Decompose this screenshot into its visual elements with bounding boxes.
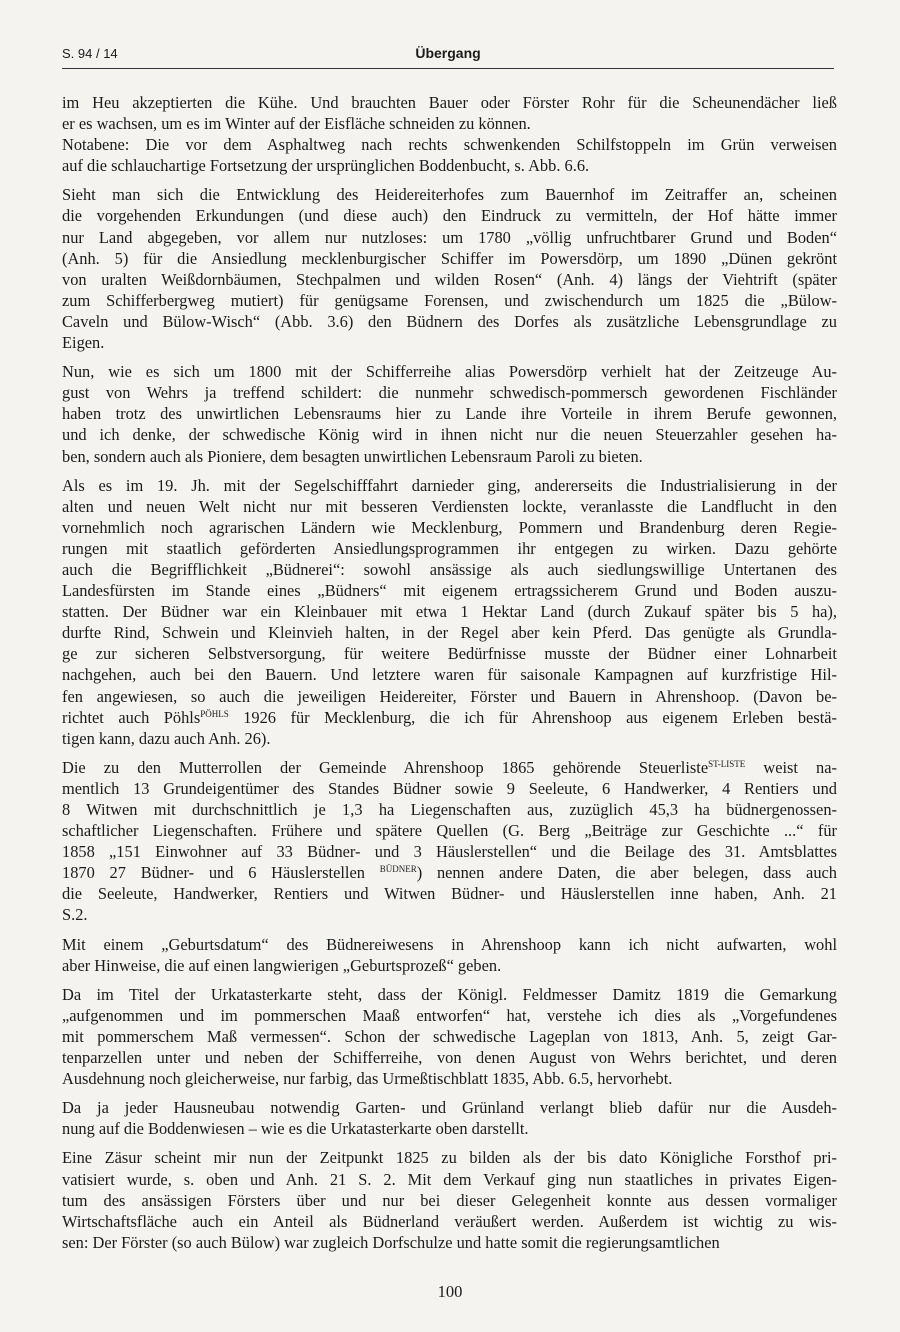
text-line: alten und neuen Welt nicht nur mit besseren Verdiensten lockte, veranlasste die Landflucht in den bbox=[62, 496, 837, 516]
text-line: Die zu den Mutterrollen der Gemeinde Ahrenshoop 1865 gehörende Steuerliste$^{ST-LISTE}$ weist na- bbox=[62, 757, 837, 777]
text-line: 1870 27 Büdner- und 6 Häuslerstellen $^{BÜDNER}$) nennen andere Daten, die aber belegen, dass auch bbox=[62, 863, 838, 883]
text-line: „aufgenommen und im pommerschen Maaß entworfen“ hat, verstehe ich dies als „Vorgefundenes bbox=[62, 1005, 837, 1025]
paragraph bbox=[62, 1097, 837, 1139]
text-line: ben, sondern auch als Pioniere, dem besagten unwirtlichen Lebensraum Paroli zu bieten. bbox=[62, 446, 643, 466]
body-text bbox=[62, 92, 837, 1253]
text-line: mit pommerschem Maß vermessen“. Schon der schwedische Lageplan von 1813, Anh. 5, zeigt Gar- bbox=[62, 1026, 837, 1046]
text-line: haben trotz des unwirtlichen Lebensraums hier zu Lande ihre Vorteile in ihrem Berufe gewonnen, bbox=[62, 404, 837, 424]
paragraph bbox=[62, 134, 837, 176]
text-line: Eigen. bbox=[62, 333, 105, 353]
text-line: Als es im 19. Jh. mit der Segelschifffahrt darnieder ging, andererseits die Industrialisierung in der bbox=[62, 475, 837, 495]
citation-marker: PÖHLS bbox=[200, 708, 229, 719]
text-line: Da im Titel der Urkatasterkarte steht, dass der Königl. Feldmesser Damitz 1819 die Gemarkung bbox=[62, 984, 837, 1004]
text-line: er es wachsen, um es im Winter auf der Eisfläche schneiden zu können. bbox=[62, 114, 531, 134]
text-line: im Heu akzeptierten die Kühe. Und brauchten Bauer oder Förster Rohr für die Scheunendächer ließ bbox=[62, 93, 837, 112]
text-line: rungen mit staatlich geförderten Ansiedlungsprogrammen ihr entgegen zu wirken. Dazu gehörte bbox=[62, 538, 837, 558]
text-line: Caveln und Bülow-Wisch“ (Abb. 3.6) den Büdnern des Dorfes als zusätzliche Lebensgrundlage zu bbox=[62, 311, 837, 331]
running-header bbox=[62, 44, 834, 69]
text-line: Da ja jeder Hausneubau notwendig Garten- und Grünland verlangt blieb dafür nur die Ausdeh- bbox=[62, 1098, 837, 1118]
header-reference: S. 94 / 14 bbox=[62, 46, 118, 61]
text-line: schaftlicher Liegenschaften. Frühere und spätere Quellen (G. Berg „Beiträge zur Geschichte ...“ für bbox=[62, 821, 837, 841]
text-line: Sieht man sich die Entwicklung des Heidereiterhofes zum Bauernhof im Zeitraffer an, scheinen bbox=[62, 185, 837, 205]
paragraph bbox=[62, 361, 837, 466]
header-title: Übergang bbox=[415, 45, 481, 61]
citation-marker: ST-LISTE bbox=[708, 758, 746, 769]
text-line: nung auf die Boddenwiesen – wie es die Urkatasterkarte oben darstellt. bbox=[62, 1119, 529, 1139]
text-line: durfte Rind, Schwein und Kleinvieh halten, in der Regel aber kein Pferd. Das genügte als Grundla- bbox=[62, 623, 837, 643]
text-line: vornehmlich noch agrarischen Ländern wie Mecklenburg, Pommern und Brandenburg deren Regie- bbox=[62, 517, 837, 537]
text-line: Ausdehnung noch gleicherweise, nur farbig, das Urmeßtischblatt 1835, Abb. 6.5, hervorhebt. bbox=[62, 1069, 673, 1089]
paragraph bbox=[62, 1147, 837, 1252]
page-number: 100 bbox=[437, 1282, 463, 1301]
text-line: richtet auch Pöhls$^{PÖHLS}$ 1926 für Mecklenburg, die ich für Ahrenshoop aus eigenem Erleben bestä- bbox=[62, 707, 837, 727]
text-line: vatisiert wurde, s. oben und Anh. 21 S. 2. Mit dem Verkauf ging nun staatliches in privates Eigen- bbox=[62, 1169, 837, 1189]
paragraph bbox=[62, 475, 837, 749]
text-line: nachgehen, auch bei den Bauern. Und letztere waren für saisonale Kampagnen auf kurzfristige Hil- bbox=[62, 665, 837, 685]
text-line: 8 Witwen mit durchschnittlich je 1,3 ha Liegenschaften aus, zuzüglich 45,3 ha büdnergenossen- bbox=[62, 800, 837, 819]
text-line: gust von Wehrs ja treffend schildert: die nunmehr schwedisch-pommersch gewordenen Fischländer bbox=[62, 383, 837, 403]
text-line: und ich denke, der schwedische König wird in ihnen nicht nur die neuen Steuerzahler gesehen ha- bbox=[62, 425, 837, 445]
text-line: Mit einem „Geburtsdatum“ des Büdnereiwesens in Ahrenshoop kann ich nicht aufwarten, wohl bbox=[62, 934, 837, 954]
text-line: sen: Der Förster (so auch Bülow) war zugleich Dorfschulze und hatte somit die regierungsamtlichen bbox=[62, 1232, 720, 1252]
text-line: tenparzellen unter und neben der Schifferreihe, von denen August von Wehrs berichtet, und deren bbox=[62, 1048, 837, 1068]
paragraph bbox=[62, 984, 837, 1089]
paragraph bbox=[62, 92, 837, 134]
paragraph bbox=[62, 757, 837, 926]
text-line: Landesfürsten im Stande eines „Büdners“ mit eigenem ertragssicherem Grund und Boden auszu- bbox=[62, 581, 837, 601]
text-line: Notabene: Die vor dem Asphaltweg nach rechts schwenkenden Schilfstoppeln im Grün verweisen bbox=[62, 135, 837, 155]
text-line: ge zur sicheren Selbstversorgung, für weitere Bedürfnisse musste der Büdner einer Lohnarbeit bbox=[62, 644, 837, 664]
text-line: mentlich 13 Grundeigentümer des Standes Büdner sowie 9 Seeleute, 6 Handwerker, 4 Rentiers und bbox=[62, 778, 837, 798]
text-line: aber Hinweise, die auf einen langwierigen „Geburtsprozeß“ geben. bbox=[62, 955, 502, 975]
text-line: auf die schlauchartige Fortsetzung der ursprünglichen Boddenbucht, s. Abb. 6.6. bbox=[62, 156, 590, 176]
text-line: 1858 „151 Einwohner auf 33 Büdner- und 3 Häuslerstellen“ und die Beilage des 31. Amtsblattes bbox=[62, 842, 837, 862]
text-line: Eine Zäsur scheint mir nun der Zeitpunkt 1825 zu bilden als der bis dato Königliche Forsthof pri- bbox=[62, 1148, 837, 1168]
text-line: die vorgehenden Erkundungen (und diese auch) den Eindruck zu vermitteln, der Hof hätte immer bbox=[62, 206, 837, 226]
text-line: zum Schifferbergweg mutiert) für genügsame Forensen, und zwischendurch um 1825 die „Bülow- bbox=[62, 290, 837, 310]
text-line: tum des ansässigen Försters über und nur bei dieser Gelegenheit konnte aus dessen vormaliger bbox=[62, 1190, 837, 1210]
text-line: die Seeleute, Handwerker, Rentiers und Witwen Büdner- und Häuslerstellen inne haben, Anh. 21 bbox=[62, 884, 837, 904]
text-line: (Anh. 5) für die Ansiedlung mecklenburgischer Schiffer im Powersdörp, um 1890 „Dünen gekrönt bbox=[62, 248, 837, 268]
paragraph bbox=[62, 184, 837, 353]
text-line: nur Land abgegeben, vor allem nur nutzloses: um 1780 „völlig unfruchtbarer Grund und Boden“ bbox=[62, 227, 837, 247]
text-line: S.2. bbox=[62, 905, 88, 925]
text-line: statten. Der Büdner war ein Kleinbauer mit etwa 1 Hektar Land (durch Zukauf später bis 5 ha), bbox=[62, 602, 837, 622]
citation-marker: BÜDNER bbox=[379, 864, 417, 875]
text-line: tigen kann, dazu auch Anh. 26). bbox=[62, 728, 271, 748]
paragraph bbox=[62, 934, 837, 976]
text-line: Nun, wie es sich um 1800 mit der Schifferreihe alias Powersdörp verhielt hat der Zeitzeuge Au- bbox=[62, 362, 837, 382]
text-line: auch die Begrifflichkeit „Büdnerei“: sowohl ansässige als auch siedlungswillige Untertanen des bbox=[62, 559, 837, 579]
text-line: Wirtschaftsfläche auch ein Anteil als Büdnerland veräußert werden. Außerdem ist wichtig zu wis- bbox=[62, 1211, 837, 1231]
text-line: von uralten Weißdornbäumen, Stechpalmen und wilden Rosen“ (Anh. 4) längs der Viehtrift (später bbox=[62, 269, 837, 289]
text-line: fen angewiesen, so auch die jeweiligen Heidereiter, Förster und Bauern in Ahrenshoop. (Davon be- bbox=[62, 686, 837, 706]
